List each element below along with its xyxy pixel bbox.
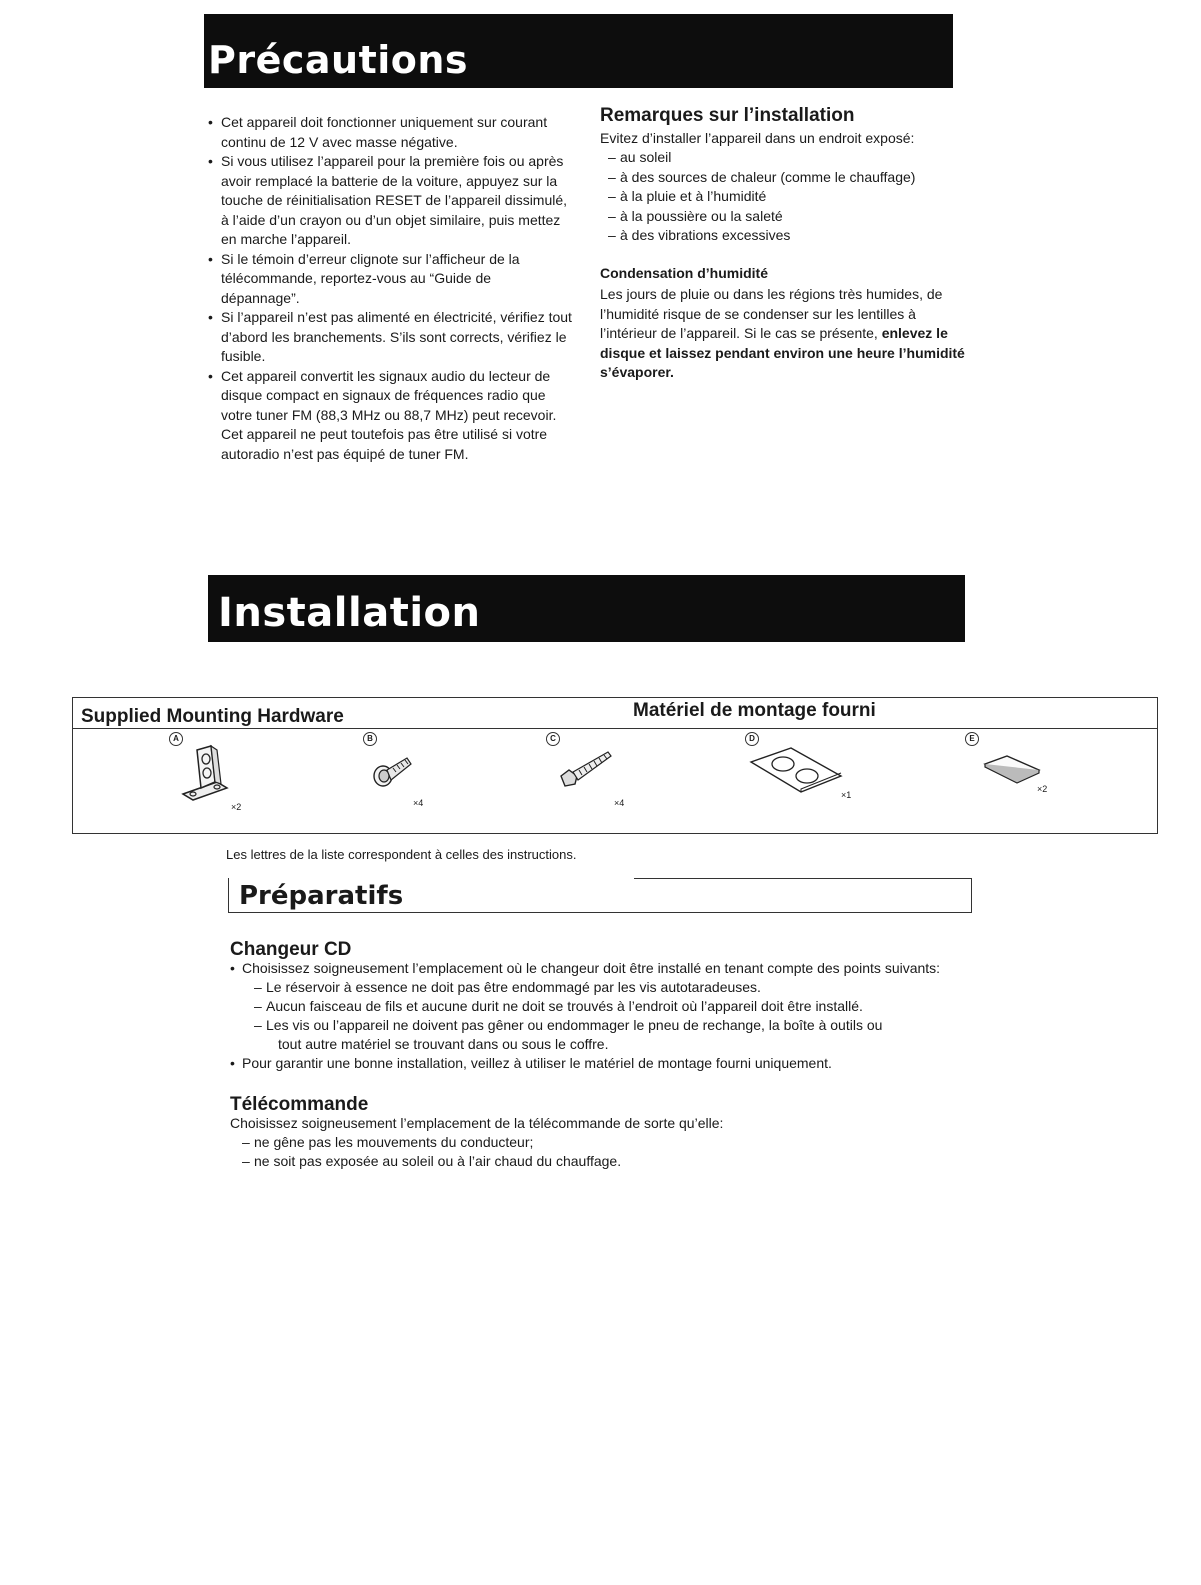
hardware-quantity: ×2 (1037, 784, 1048, 794)
remarques-item: – à des sources de chaleur (comme le chauffage) (608, 168, 970, 188)
condensation-bold-text: enlevez le disque et laissez pendant environ une heure l’humidité s’évaporer. (600, 325, 965, 380)
precautions-title: Précautions (208, 38, 469, 82)
hardware-item-b (363, 732, 483, 827)
telecommande-dash-list (230, 1133, 970, 1171)
changeur-dash-continuation: tout autre matériel se trouvant dans ou sous le coffre. (278, 1036, 609, 1052)
screw-washer-icon (371, 752, 417, 792)
changeur-dash-item: – Le réservoir à essence ne doit pas être endommagé par les vis autotaradeuses. (254, 978, 970, 997)
precautions-bullet: • Si l’appareil n’est pas alimenté en électricité, vérifiez tout d’abord les branchements. S’ils sont corrects, vérifiez le fusible. (208, 308, 573, 367)
hardware-quantity: ×2 (231, 802, 242, 812)
remarques-item: – à la poussière ou la saleté (608, 207, 970, 227)
bracket-icon (177, 742, 237, 804)
remarques-item: – au soleil (608, 148, 970, 168)
precautions-bullet: • Cet appareil convertit les signaux audio du lecteur de disque compact en signaux de fréquences radio que votre tuner FM (88,3 MHz ou 88,7 MHz) peut recevoir. Cet appareil ne peut toutefois pas être utilisé si votre autoradio n’est pas équipé de tuner FM. (208, 367, 573, 465)
condensation-paragraph (600, 285, 970, 383)
installation-banner (208, 575, 965, 642)
changeur-dash-item: – Aucun faisceau de fils et aucune durit ne doit se trouvés à l’endroit où l’appareil doit être installé. (254, 997, 970, 1016)
condensation-heading: Condensation d’humidité (600, 264, 768, 281)
remarques-item: – à des vibrations excessives (608, 226, 970, 246)
changeur-bullets (230, 959, 970, 1073)
precautions-bullet: • Si vous utilisez l’appareil pour la première fois ou après avoir remplacé la batterie de la voiture, appuyez sur la touche de réinitialisation RESET de l’appareil dissimulé, à l’aide d’un crayon ou d’un objet similaire, puis mettez en marche l’appareil. (208, 152, 573, 250)
preparatifs-header-box (228, 878, 972, 913)
changeur-dash-list (242, 978, 970, 1054)
precautions-bullet: • Cet appareil doit fonctionner uniquement sur courant continu de 12 V avec masse négative. (208, 113, 573, 152)
hardware-title-fr: Matériel de montage fourni (633, 700, 876, 721)
hardware-quantity: ×4 (413, 798, 424, 808)
tapping-screw-icon (558, 748, 618, 788)
precautions-bullet-list (208, 113, 573, 464)
hardware-item-c (546, 732, 666, 827)
hardware-item-d (745, 732, 865, 827)
precautions-banner (204, 14, 953, 88)
changeur-dash-item: – Les vis ou l’appareil ne doivent pas gêner ou endommager le pneu de rechange, la boîte à outils ou (254, 1016, 970, 1035)
hardware-letter: D (745, 732, 759, 746)
telecommande-dash-item: – ne soit pas exposée au soleil ou à l’air chaud du chauffage. (242, 1152, 970, 1171)
hardware-letter: E (965, 732, 979, 746)
precautions-left-column (208, 113, 573, 464)
remarques-heading: Remarques sur l’installation (600, 105, 855, 126)
hardware-note: Les lettres de la liste correspondent à celles des instructions. (226, 847, 577, 862)
hardware-letter: B (363, 732, 377, 746)
remarques-list (600, 148, 970, 246)
hardware-quantity: ×1 (841, 790, 852, 800)
telecommande-heading: Télécommande (230, 1094, 369, 1115)
hardware-item-a (169, 732, 289, 827)
precautions-bullet: • Si le témoin d’erreur clignote sur l’afficheur de la télécommande, reportez-vous au “Guide de dépannage”. (208, 250, 573, 309)
hardware-letter: C (546, 732, 560, 746)
hardware-item-e (965, 732, 1085, 827)
preparatifs-top-rule (634, 878, 971, 879)
telecommande-intro: Choisissez soigneusement l’emplacement de la télécommande de sorte qu’elle: (230, 1115, 724, 1131)
preparatifs-content (230, 940, 970, 1171)
installation-title: Installation (218, 590, 481, 636)
telecommande-dash-item: – ne gêne pas les mouvements du conducteur; (242, 1133, 970, 1152)
double-pad-icon (747, 746, 847, 794)
hardware-title-en: Supplied Mounting Hardware (81, 706, 344, 727)
hardware-divider (73, 728, 1157, 729)
condensation-text: Les jours de pluie ou dans les régions très humides, de l’humidité risque de se condenser sur les lentilles à l’intérieur de l’appareil. Si le cas se présente, (600, 286, 943, 341)
changeur-bullet (230, 959, 970, 1054)
changeur-bullet: • Pour garantir une bonne installation, veillez à utiliser le matériel de montage fourni uniquement. (230, 1054, 970, 1073)
changeur-bullet-text: Choisissez soigneusement l’emplacement où le changeur doit être installé en tenant compte des points suivants: (242, 960, 941, 976)
hardware-letter: A (169, 732, 183, 746)
pad-icon (983, 754, 1043, 784)
supplied-hardware-box (72, 697, 1158, 834)
changeur-heading: Changeur CD (230, 939, 352, 960)
preparatifs-title: Préparatifs (239, 881, 404, 911)
hardware-quantity: ×4 (614, 798, 625, 808)
remarques-item: – à la pluie et à l’humidité (608, 187, 970, 207)
precautions-right-column (600, 106, 970, 383)
remarques-intro: Evitez d’installer l’appareil dans un endroit exposé: (600, 129, 915, 146)
